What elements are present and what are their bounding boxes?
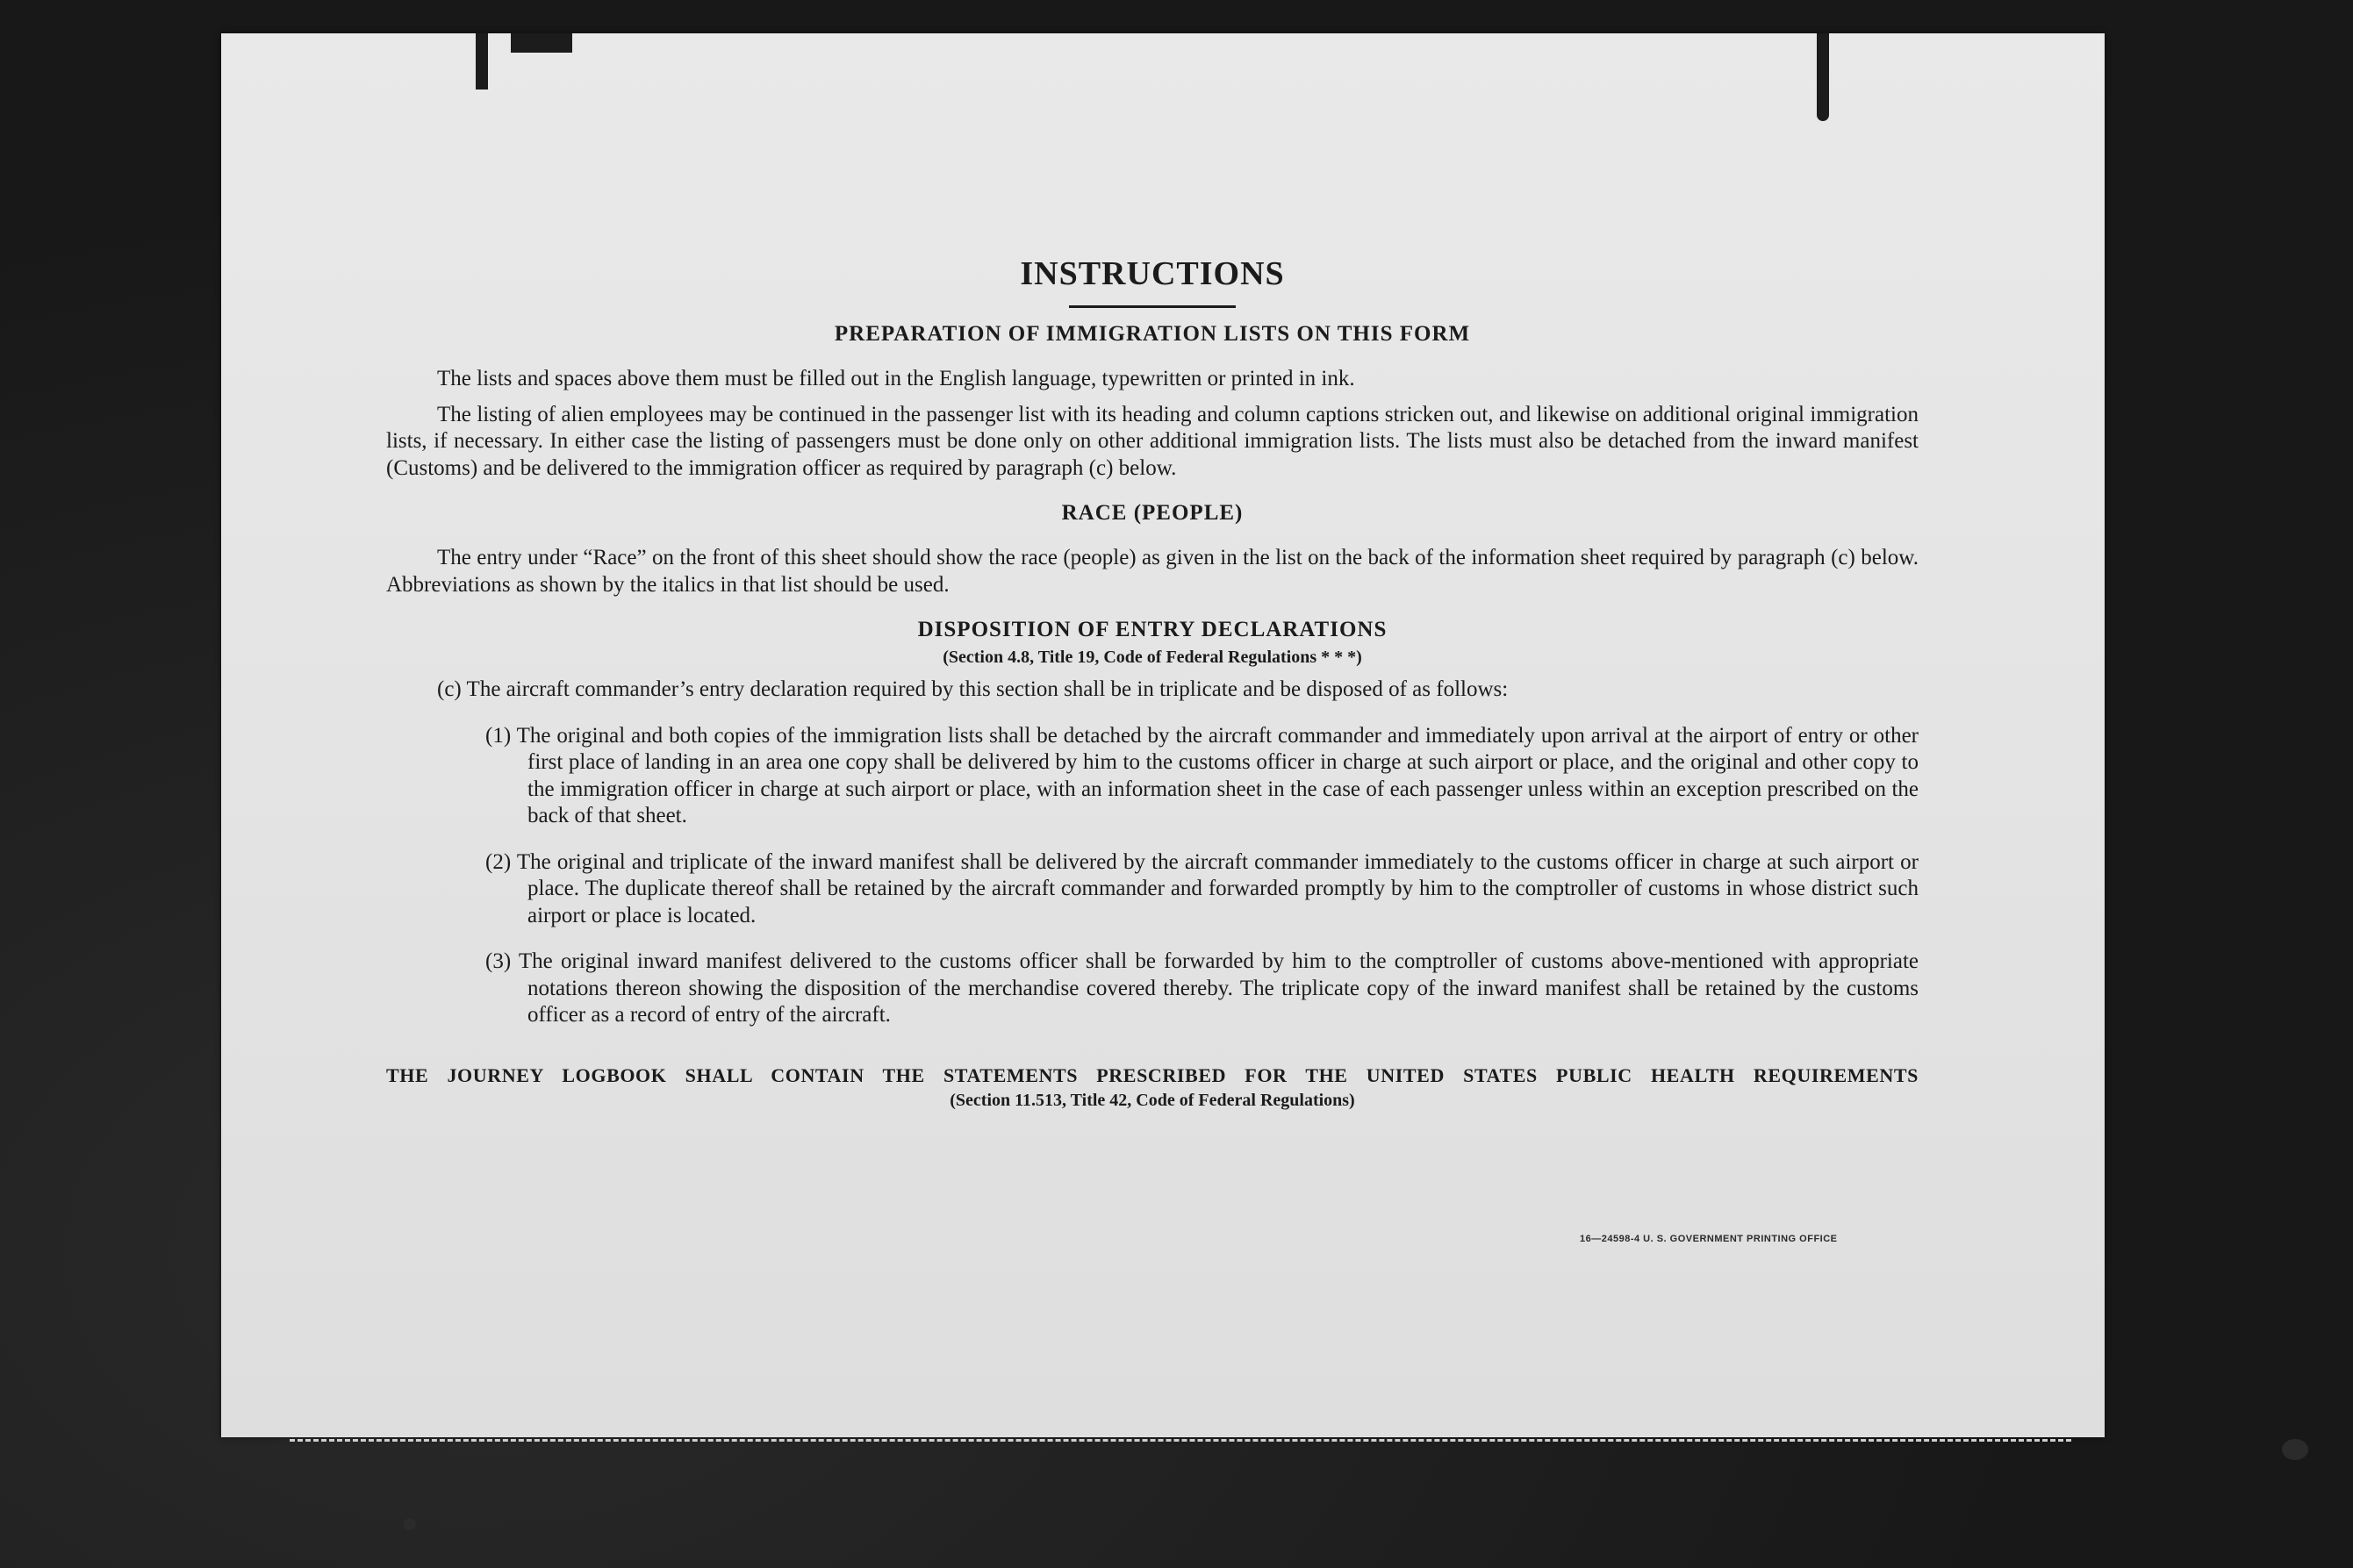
page-title: INSTRUCTIONS (1020, 255, 1285, 292)
public-health-heading: THE JOURNEY LOGBOOK SHALL CONTAIN THE STATEMENTS PRESCRIBED FOR THE UNITED STATES PUBLIC HEALTH REQUIREMENTS (386, 1063, 1919, 1086)
disposition-item-1: (1) The original and both copies of the immigration lists shall be detached by the aircraft commander and immediately upon arrival at the airport of entry or other first place of landing in an area one copy shall be delivered by him to the customs officer in charge at such airport or place, and the original and other copy to the immigration officer in charge at such airport or place, with an information sheet in the case of each passenger unless within an exception prescribed on the back of that sheet. (485, 723, 1919, 827)
section-heading-race: RACE (PEOPLE) (1061, 501, 1244, 525)
printer-imprint: 16—24598-4 U. S. GOVERNMENT PRINTING OFFICE (1580, 1234, 1838, 1244)
instructions-body (386, 254, 1919, 1111)
section-heading-disposition: DISPOSITION OF ENTRY DECLARATIONS (917, 618, 1388, 641)
race-paragraph: The entry under “Race” on the front of this sheet should show the race (people) as given in the list on the back of the information sheet required by paragraph (c) below. Abbreviations as shown by the italics in that list should be used. (386, 546, 1919, 597)
disposition-item-3: (3) The original inward manifest delivered to the customs officer shall be forwarded by him to the comptroller of customs above-mentioned with appropriate notations thereon showing the disposition of the merchandise covered thereby. The triplicate copy of the inward manifest shall be retained by the customs officer as a record of entry of the aircraft. (485, 949, 1919, 1027)
section-heading-preparation: PREPARATION OF IMMIGRATION LISTS ON THIS FORM (834, 322, 1471, 346)
public-health-citation: (Section 11.513, Title 42, Code of Federal Regulations) (950, 1090, 1355, 1110)
preparation-paragraph-1: The lists and spaces above them must be filled out in the English language, typewritten or printed in ink. (437, 367, 1355, 390)
perforation-line (290, 1439, 2071, 1442)
scan-dust-spot (404, 1518, 416, 1530)
disposition-item-2: (2) The original and triplicate of the inward manifest shall be delivered by the aircraft commander immediately to the customs officer in charge at such airport or place. The duplicate thereof shall be retained by the aircraft commander and forwarded promptly by him to the comptroller of customs in whose district such airport or place is located. (485, 849, 1919, 927)
paper-tear-right (1817, 33, 1829, 121)
disposition-citation: (Section 4.8, Title 19, Code of Federal Regulations * * *) (943, 648, 1362, 667)
preparation-paragraph-2: The listing of alien employees may be continued in the passenger list with its heading and column captions stricken out, and likewise on additional original immigration lists, if necessary. In either case the listing of passengers must be done only on other additional immigration lists. The lists must also be detached from the inward manifest (Customs) and be delivered to the immigration officer as required by paragraph (c) below. (386, 402, 1919, 480)
disposition-paragraph-c: (c) The aircraft commander’s entry declaration required by this section shall be in triplicate and be disposed of as follows: (437, 677, 1509, 701)
paper-tear-left-notch (511, 33, 572, 53)
paper-tear-left (476, 33, 488, 89)
scan-dust-spot (2282, 1439, 2308, 1460)
title-underline (1069, 305, 1236, 308)
